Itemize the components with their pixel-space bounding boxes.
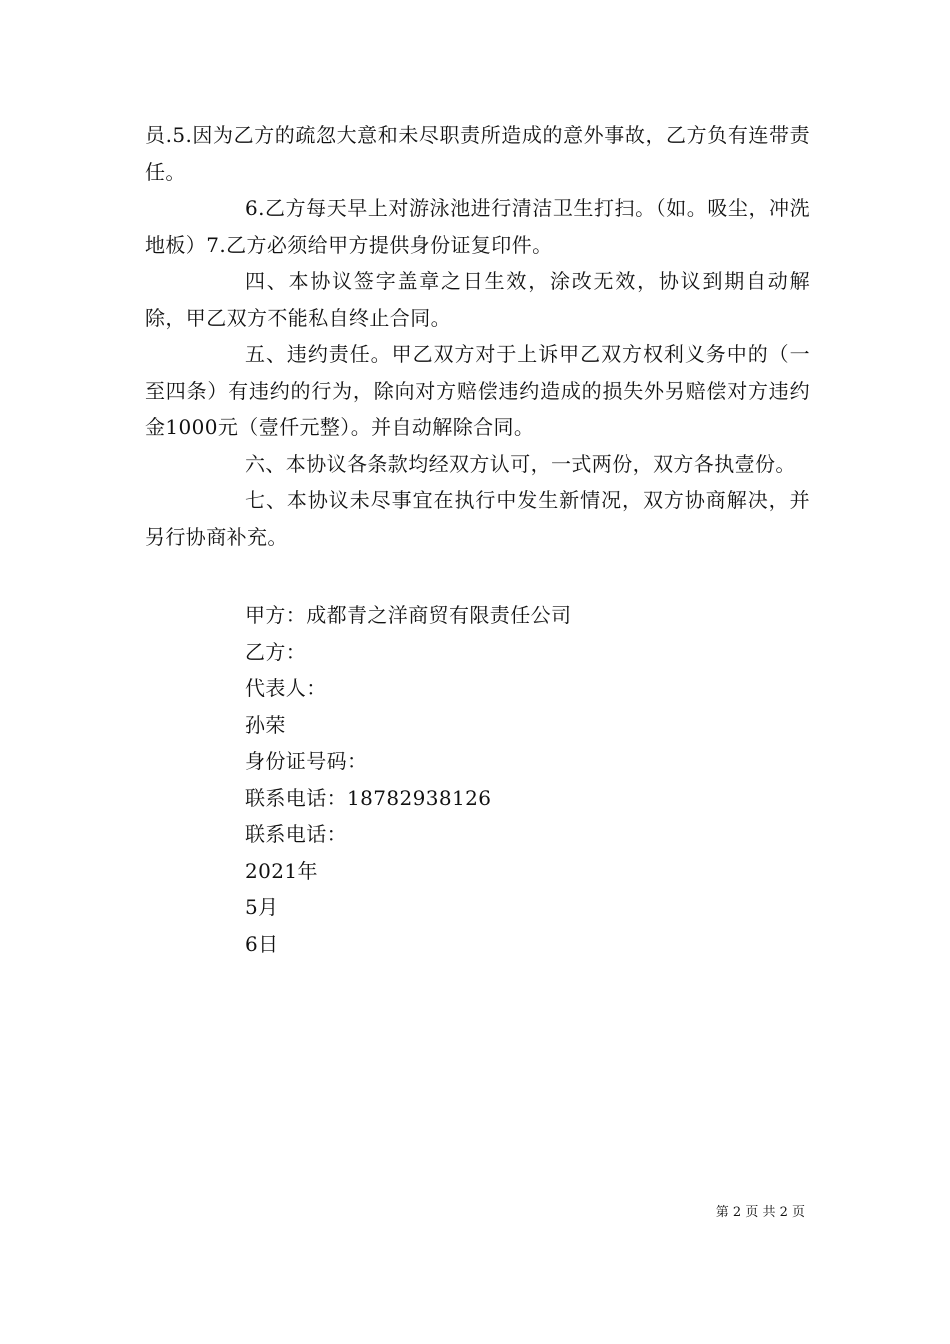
id-number-line: 身份证号码： <box>245 749 368 773</box>
paragraph-section-7: 七、本协议未尽事宜在执行中发生新情况，双方协商解决，并另行协商补充。 <box>145 488 810 549</box>
party-b-line: 乙方： <box>245 639 307 664</box>
phone-line-a: 联系电话：18782938126 <box>245 785 492 810</box>
contract-body <box>145 117 810 555</box>
date-month: 5月 <box>245 895 279 919</box>
signature-block <box>245 597 805 962</box>
paragraph-section-6: 六、本协议各条款均经双方认可，一式两份，双方各执壹份。 <box>245 451 796 476</box>
date-year: 2021年 <box>245 858 318 883</box>
party-a-line: 甲方：成都青之洋商贸有限责任公司 <box>245 603 572 627</box>
representative-line: 代表人： <box>245 676 327 700</box>
date-day: 6日 <box>245 931 279 956</box>
representative-name: 孙荣 <box>245 712 286 737</box>
paragraph-clause-5: 员.5.因为乙方的疏忽大意和未尽职责所造成的意外事故，乙方负有连带责任。 <box>145 123 810 184</box>
paragraph-section-4: 四、本协议签字盖章之日生效，涂改无效，协议到期自动解除，甲乙双方不能私自终止合同。 <box>145 269 810 330</box>
phone-line-b: 联系电话： <box>245 822 347 846</box>
paragraph-clause-6-7: 6.乙方每天早上对游泳池进行清洁卫生打扫。（如。吸尘，冲洗地板）7.乙方必须给甲方提供身份证复印件。 <box>145 196 810 257</box>
paragraph-section-5: 五、违约责任。甲乙双方对于上诉甲乙双方权利义务中的（一至四条）有违约的行为，除向对方赔偿违约造成的损失外另赔偿对方违约金1000元（壹仟元整）。并自动解除合同。 <box>145 342 810 439</box>
page-number: 第 2 页 共 2 页 <box>715 1205 805 1220</box>
